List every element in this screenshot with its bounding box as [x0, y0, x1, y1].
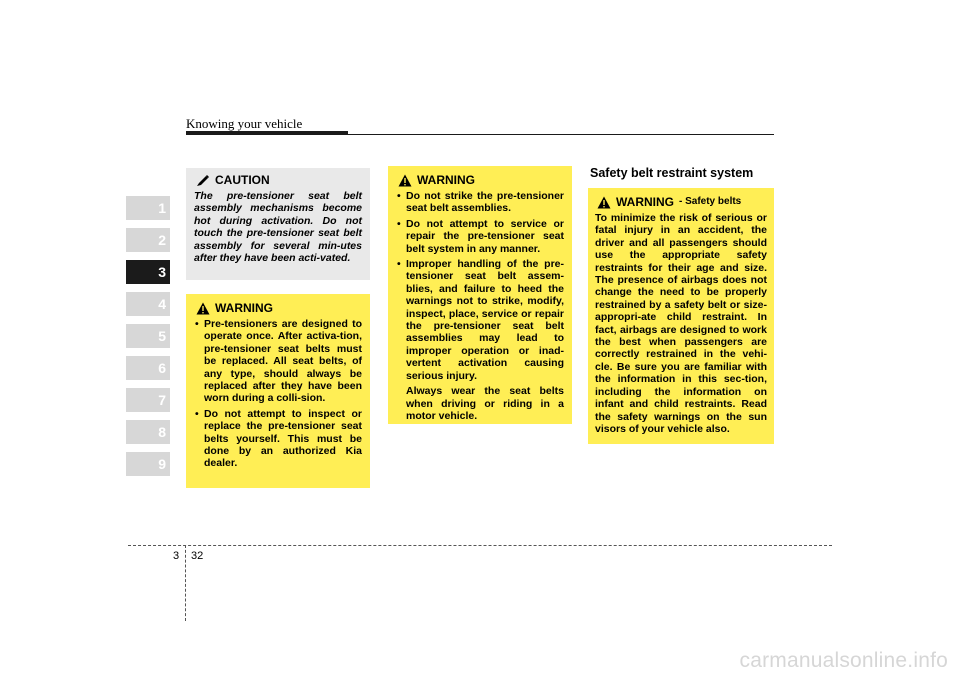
warning-3-header: [595, 194, 767, 210]
warning-box-pretensioner-replace: [186, 294, 370, 488]
section-title: Safety belt restraint system: [590, 166, 754, 180]
chapter-tab-4[interactable]: 4: [126, 292, 170, 316]
warning-2-title: WARNING: [417, 172, 475, 187]
warning-triangle-icon: [597, 196, 611, 209]
caution-header: [194, 172, 362, 188]
warning-1-header: [194, 300, 362, 316]
warning-1-title: WARNING: [215, 300, 273, 315]
chapter-tab-7[interactable]: 7: [126, 388, 170, 412]
warning-3-text: To minimize the risk of serious or fatal injury in an accident, the driver and all passengers should use the appropriate safety restraints for their age and size. The presence of airbags does not change the need to be properly restrained by a safety belt or size-appropri-ate child restraint. In fact, airbags are designed to work the best when passengers are correctly restrained in the vehi-cle. Be sure you are familiar with the information in this sec-tion, including the information on infant and child restraints. Read the safety warnings on the sun visors of your vehicle also.: [595, 212, 767, 435]
warning-3-subtitle: - Safety belts: [679, 195, 742, 207]
chapter-tab-6[interactable]: 6: [126, 356, 170, 380]
caution-title: CAUTION: [215, 172, 270, 187]
footer-divider: [185, 545, 186, 621]
header-rule: [186, 134, 774, 135]
warning-triangle-icon: [196, 302, 210, 315]
caution-text: The pre-tensioner seat belt assembly mechanisms become hot during activation. Do not touch the pre-tensioner seat belt assembly for several min-utes after they have been acti-vated.: [194, 190, 362, 265]
chapter-tab-1[interactable]: 1: [126, 196, 170, 220]
list-item: • Do not attempt to service or repair the pre-tensioner seat belt system in any manner.: [396, 218, 564, 255]
warning-triangle-icon: [398, 174, 412, 187]
list-item: • Improper handling of the pre-tensioner seat belt assem-blies, and failure to heed the warnings not to strike, modify, inspect, place, service or repair the pre-tensioner seat belt assemblies may lead to improper operation or inad-vertent activation causing serious injury.: [396, 258, 564, 382]
caution-pencil-icon: [196, 174, 210, 187]
page-header-title: Knowing your vehicle: [186, 116, 303, 131]
chapter-tab-8[interactable]: 8: [126, 420, 170, 444]
list-item: • Pre-tensioners are designed to operate once. After activa-tion, pre-tensioner seat belts must be replaced. All seat belts, of any type, should always be replaced after they have been worn during a colli-sion.: [194, 318, 362, 405]
footer-page-number: 32: [191, 550, 204, 562]
chapter-tab-9[interactable]: 9: [126, 452, 170, 476]
chapter-tab-2[interactable]: 2: [126, 228, 170, 252]
warning-2-header: [396, 172, 564, 188]
warning-3-title: WARNING: [616, 194, 674, 209]
footer-rule: [128, 545, 832, 546]
caution-box: [186, 168, 370, 280]
list-item: • Do not strike the pre-tensioner seat belt assemblies.: [396, 190, 564, 215]
watermark: carmanualsonline.info: [739, 649, 948, 672]
chapter-tab-5[interactable]: 5: [126, 324, 170, 348]
chapter-tab-3-active[interactable]: 3: [126, 260, 170, 284]
footer-chapter-number: 3: [173, 550, 180, 562]
warning-2-list: [396, 190, 564, 382]
warning-box-pretensioner-service: [388, 166, 572, 424]
warning-box-safety-belts: [588, 188, 774, 444]
warning-1-list: [194, 318, 362, 470]
warning-2-note: Always wear the seat belts when driving or riding in a motor vehicle.: [406, 385, 564, 422]
chapter-tabs: [126, 196, 170, 484]
list-item: • Do not attempt to inspect or replace the pre-tensioner seat belts yourself. This must be done by an authorized Kia dealer.: [194, 408, 362, 470]
